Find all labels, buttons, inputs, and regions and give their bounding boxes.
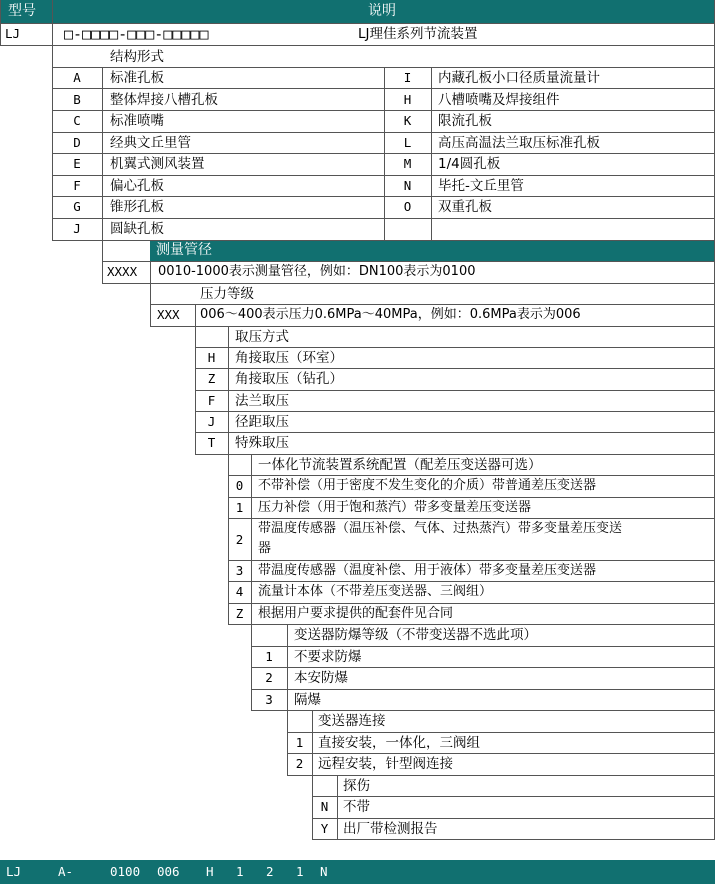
structure-text: 经典文丘里管: [110, 135, 191, 151]
tapping-code: T: [207, 435, 216, 450]
integration-code: 0: [235, 478, 244, 493]
tapping-title: 取压方式: [235, 329, 289, 345]
integration-code: 2: [235, 532, 244, 547]
integration-text-continued: 器: [258, 541, 272, 556]
structure-text: 锥形孔板: [110, 199, 164, 215]
structure-text: 圆缺孔板: [110, 221, 164, 237]
inspection-text: 出厂带检测报告: [343, 821, 438, 837]
structure-code: C: [73, 113, 81, 128]
explosion-text: 本安防爆: [294, 670, 348, 686]
explosion-code: 3: [265, 692, 273, 707]
structure-code: F: [73, 178, 81, 193]
diameter-title: 测量管径: [156, 242, 212, 258]
inspection-text: 不带: [343, 799, 370, 815]
integration-text: 根据用户要求提供的配套件见合同: [258, 606, 454, 621]
example-segment: 0100: [110, 864, 141, 879]
tapping-code: Z: [207, 371, 216, 386]
diameter-text: 0010-1000表示测量管径，例如：DN100表示为0100: [158, 264, 476, 279]
structure-text: 双重孔板: [438, 199, 492, 215]
example-segment: LJ: [6, 864, 22, 879]
explosion-code: 1: [265, 649, 273, 664]
structure-code: A: [73, 70, 81, 85]
example-segment: 1: [236, 864, 244, 879]
structure-code: E: [73, 156, 81, 171]
structure-text: 整体焊接八槽孔板: [110, 92, 218, 108]
diameter-code: XXXX: [107, 264, 138, 279]
example-segment: 1: [296, 864, 304, 879]
structure-text: 1/4圆孔板: [438, 156, 501, 172]
integration-text: 流量计本体（不带差压变送器、三阀组）: [258, 584, 493, 599]
connection-code: 1: [295, 735, 304, 750]
structure-code: O: [403, 199, 412, 214]
example-segment: A-: [58, 864, 74, 879]
example-footer: [0, 860, 715, 884]
model-name: LJ理佳系列节流装置: [358, 26, 478, 42]
explosion-code: 2: [265, 670, 273, 685]
explosion-text: 隔爆: [294, 692, 321, 708]
example-segment: 2: [266, 864, 274, 879]
tapping-text: 径距取压: [235, 414, 289, 430]
structure-text: 八槽喷嘴及焊接组件: [438, 92, 560, 108]
integration-code: 4: [235, 584, 244, 599]
pressure-text: 006～400表示压力0.6MPa～40MPa，例如：0.6MPa表示为006: [200, 307, 581, 322]
structure-code: I: [403, 70, 412, 85]
integration-text: 不带补偿（用于密度不发生变化的介质）带普通差压变送器: [258, 478, 597, 493]
structure-text: 高压高温法兰取压标准孔板: [438, 135, 600, 151]
diameter-band: [150, 240, 715, 261]
header-band: [0, 0, 715, 23]
description-label: 说明: [368, 3, 396, 19]
example-segment: N: [320, 864, 328, 879]
integration-code: 3: [235, 563, 244, 578]
tapping-text: 特殊取压: [235, 435, 289, 451]
tapping-code: F: [207, 393, 216, 408]
model-pattern: □-□□□□-□□□-□□□□□: [64, 25, 209, 43]
integration-code: Z: [235, 606, 244, 621]
structure-text: 毕托-文丘里管: [438, 178, 524, 194]
model-code: LJ: [5, 26, 21, 41]
structure-title: 结构形式: [110, 49, 164, 65]
structure-code: D: [73, 135, 81, 150]
structure-code: G: [73, 199, 81, 214]
connection-code: 2: [295, 756, 304, 771]
tapping-code: H: [207, 350, 216, 365]
structure-text: 限流孔板: [438, 113, 492, 129]
pressure-code: XXX: [157, 307, 180, 322]
example-segment: 006: [157, 864, 180, 879]
pressure-title: 压力等级: [200, 286, 254, 302]
inspection-code: Y: [320, 821, 329, 836]
inspection-code: N: [320, 799, 329, 814]
integration-text: 带温度传感器（温度补偿、用于液体）带多变量差压变送器: [258, 563, 597, 578]
tapping-text: 法兰取压: [235, 393, 289, 409]
structure-code: M: [403, 156, 412, 171]
structure-text: 标准喷嘴: [110, 113, 164, 129]
integration-title: 一体化节流装置系统配置（配差压变送器可选）: [258, 457, 542, 473]
explosion-text: 不要求防爆: [294, 649, 362, 665]
structure-code: K: [403, 113, 412, 128]
example-segment: H: [206, 864, 214, 879]
integration-text: 带温度传感器（温压补偿、气体、过热蒸汽）带多变量差压变送: [258, 521, 623, 536]
structure-code: H: [403, 92, 412, 107]
structure-code: N: [403, 178, 412, 193]
tapping-text: 角接取压（钻孔）: [235, 371, 343, 387]
structure-text: 标准孔板: [110, 70, 164, 86]
structure-text: 内藏孔板小口径质量流量计: [438, 70, 600, 86]
model-label: 型号: [8, 3, 36, 19]
structure-code: J: [73, 221, 81, 236]
structure-text: 机翼式测风装置: [110, 156, 205, 172]
integration-text: 压力补偿（用于饱和蒸汽）带多变量差压变送器: [258, 500, 532, 515]
integration-code: 1: [235, 500, 244, 515]
structure-text: 偏心孔板: [110, 178, 164, 194]
connection-text: 远程安装，针型阀连接: [318, 756, 453, 772]
tapping-text: 角接取压（环室）: [235, 350, 343, 366]
structure-code: B: [73, 92, 81, 107]
tapping-code: J: [207, 414, 216, 429]
connection-text: 直接安装，一体化，三阀组: [318, 735, 480, 751]
explosion-title: 变送器防爆等级（不带变送器不选此项）: [294, 627, 537, 643]
structure-code: L: [403, 135, 412, 150]
inspection-title: 探伤: [343, 778, 370, 794]
connection-title: 变送器连接: [318, 713, 386, 729]
